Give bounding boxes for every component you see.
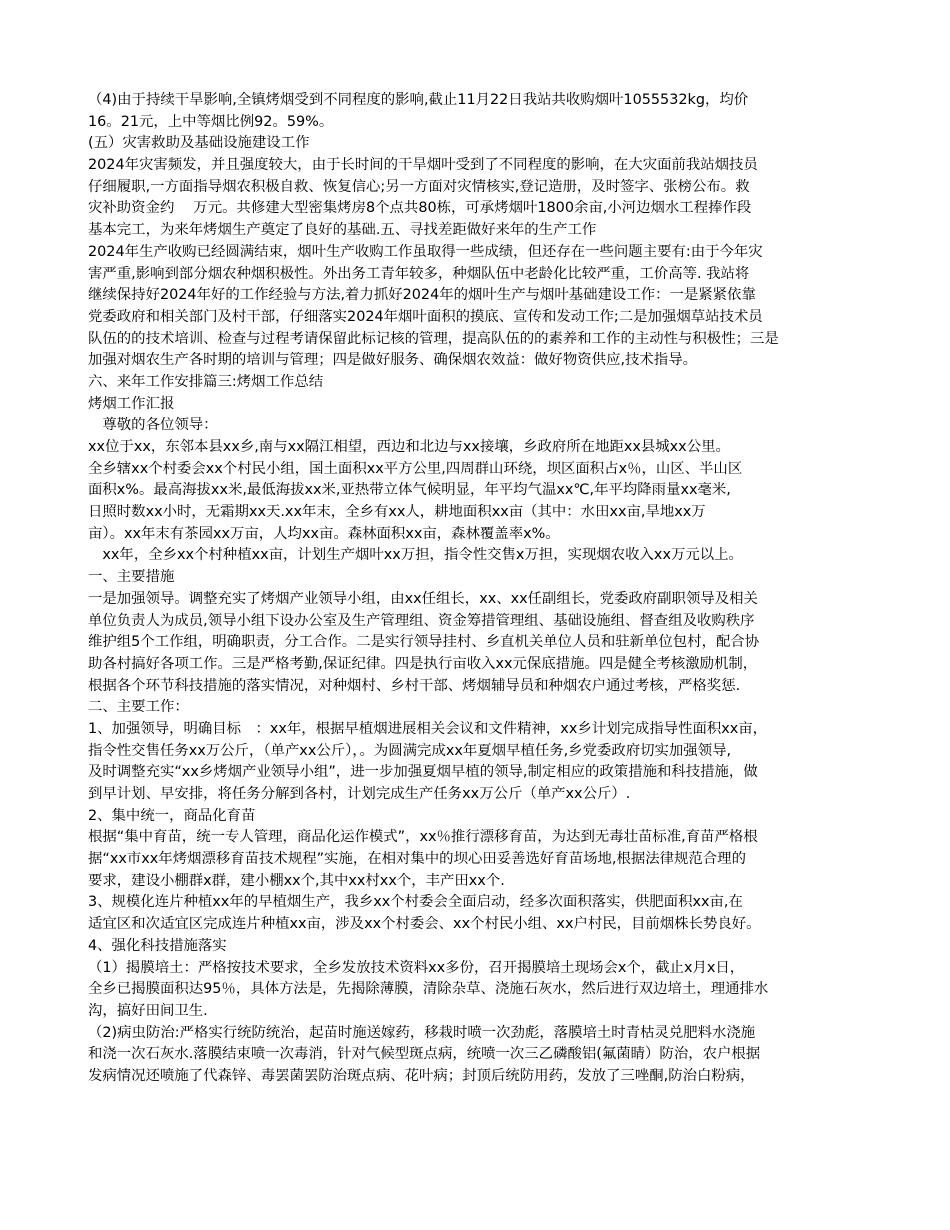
text-line: 亩）。xx年末有茶园xx万亩，人均xx亩。森林面积xx亩，森林覆盖率x%。 bbox=[88, 525, 560, 542]
subsection-heading: 2、集中统一，商品化育苗 bbox=[88, 807, 256, 824]
text-line: 适宜区和次适宜区完成连片种植xx亩，涉及xx个村委会、xx个村民小组、xx户村民，目前烟株长势良好。 bbox=[88, 916, 761, 933]
text-line: （4)由于持续干旱影响,全镇烤烟受到不同程度的影响,截止11月22日我站共收购烟叶1055532kg，均价 bbox=[88, 92, 749, 108]
text-line: xx位于xx，东邻本县xx乡,南与xx隔江相望，西边和北边与xx接壤，乡政府所在地距xx县城xx公里。 bbox=[88, 439, 730, 455]
text-line: 根据“集中育苗，统一专人管理，商品化运作模式”，xx％推行漂移育苗，为达到无毒壮苗标准,育苗严格根 bbox=[88, 829, 758, 846]
section-heading: 六、来年工作安排篇三:烤烟工作总结 bbox=[88, 373, 324, 390]
text-line: 日照时数xx小时，无霜期xx天.xx年末，全乡有xx人，耕地面积xx亩（其中：水田xx亩,旱地xx万 bbox=[88, 504, 706, 521]
text-line: 仔细履职,一方面指导烟农积极自救、恢复信心;另一方面对灾情核实,登记造册，及时签字、张榜公布。救 bbox=[88, 178, 750, 195]
text-line: 党委政府和相关部门及村干部，仔细落实2024年烟叶面积的摸底、宣传和发动工作;二是加强烟草站技术员 bbox=[88, 308, 763, 325]
text-line: （2)病虫防治:严格实行统防统治，起苗时施送嫁药，移栽时喷一次劲彪，落膜培土时青枯灵兑肥料水浇施 bbox=[88, 1024, 756, 1041]
text-line: 沟，搞好田间卫生. bbox=[88, 1002, 208, 1019]
section-heading: (五）灾害救助及基础设施建设工作 bbox=[88, 135, 310, 152]
text-line: 全乡已揭膜面积达95％，具体方法是，先揭除薄膜，清除杂草、浇施石灰水，然后进行双边培土，理通排水 bbox=[88, 981, 769, 998]
text-line: 和浇一次石灰水.落膜结束喷一次毒消，针对气候型斑点病，统喷一次三乙磷酸铝(氟菌睛）防治，农户根据 bbox=[88, 1046, 761, 1063]
text-line: 队伍的的技术培训、检查与过程考请保留此标记核的管理，提高队伍的的素养和工作的主动性与积极性；三是 bbox=[88, 330, 779, 347]
text-line: （1）揭膜培土：严格按技术要求，全乡发放技术资料xx多份，召开揭膜培土现场会x个，截止x月x日， bbox=[88, 959, 745, 976]
section-heading: 二、主要工作： bbox=[88, 699, 189, 716]
text-line: 指令性交售任务xx万公斤，（单产xx公斤），。为圆满完成xx年夏烟早植任务,乡党委政府切实加强领导, bbox=[88, 742, 732, 759]
text-line: xx年，全乡xx个村种植xx亩，计划生产烟叶xx万担，指令性交售x万担，实现烟农收入xx万元以上。 bbox=[88, 547, 743, 564]
text-line: 一是加强领导。调整充实了烤烟产业领导小组，由xx任组长，xx、xx任副组长，党委政府副职领导及相关 bbox=[88, 590, 758, 607]
document-body bbox=[88, 90, 868, 1088]
salutation: 尊敬的各位领导： bbox=[88, 417, 218, 434]
text-line: 基本完工，为来年烤烟生产奠定了良好的基础.五、寻找差距做好来年的生产工作 bbox=[88, 222, 597, 239]
text-line: 害严重,影响到部分烟农种烟积极性。外出务工青年较多，种烟队伍中老龄化比较严重，工价高等. 我站将 bbox=[88, 265, 750, 282]
text-line: 全乡辖xx个村委会xx个村民小组，国土面积xx平方公里,四周群山环绕，坝区面积占x％，山区、半山区 bbox=[88, 460, 743, 477]
text-line: 加强对烟农生产各时期的培训与管理；四是做好服务、确保烟农效益：做好物资供应,技术指导。 bbox=[88, 352, 697, 369]
text-line: 16。21元，上中等烟比例92。59%。 bbox=[88, 113, 334, 130]
text-line: 继续保持好2024年好的工作经验与方法,着力抓好2024年的烟叶生产与烟叶基础建设工作：一是紧紧依靠 bbox=[88, 287, 756, 304]
text-line: 及时调整充实“xx乡烤烟产业领导小组”，进一步加强夏烟早植的领导,制定相应的政策措施和科技措施，做 bbox=[88, 764, 758, 781]
text-line: 根据各个环节科技措施的落实情况，对种烟村、乡村干部、烤烟辅导员和种烟农户通过考核，严格奖惩. bbox=[88, 677, 741, 694]
section-heading: 一、主要措施 bbox=[88, 569, 175, 586]
text-line: 到早计划、早安排，将任务分解到各村，计划完成生产任务xx万公斤（单产xx公斤）. bbox=[88, 786, 631, 802]
text-line: 要求，建设小棚群x群，建小棚xx个,其中xx村xx个，丰产田xx个. bbox=[88, 872, 505, 889]
text-line: 助各村搞好各项工作。三是严格考勤,保证纪律。四是执行亩收入xx元保底措施。四是健全考核激励机制， bbox=[88, 655, 758, 672]
text-line: 灾补助资金约 万元。共修建大型密集烤房8个点共80栋，可承烤烟叶1800余亩,小河边烟水工程捧作段 bbox=[88, 200, 752, 217]
text-line: 2024年生产收购已经圆满结束，烟叶生产收购工作虽取得一些成绩，但还存在一些问题主要有:由于今年灾 bbox=[88, 243, 763, 260]
text-line: 3、规模化连片种植xx年的早植烟生产，我乡xx个村委会全面启动，经多次面积落实，供肥面积xx亩,在 bbox=[88, 894, 743, 911]
text-line: 1、加强领导，明确目标 ：xx年，根据早植烟进展相关会议和文件精神，xx乡计划完成指导性面积xx亩， bbox=[88, 720, 768, 737]
text-line: 据“xx市xx年烤烟漂移育苗技术规程”实施，在相对集中的坝心田妥善选好育苗场地,根据法律规范合理的 bbox=[88, 851, 746, 868]
document-title: 烤烟工作汇报 bbox=[88, 395, 175, 412]
text-line: 2024年灾害频发，并且强度较大，由于长时间的干旱烟叶受到了不同程度的影响，在大灾面前我站烟技员 bbox=[88, 157, 758, 174]
text-line: 面积x%。最高海拔xx米,最低海拔xx米,亚热带立体气候明显，年平均气温xx℃,年平均降雨量xx毫米, bbox=[88, 482, 731, 499]
subsection-heading: 4、强化科技措施落实 bbox=[88, 937, 227, 954]
text-line: 维护组5个工作组，明确职责，分工合作。二是实行领导挂村、乡直机关单位人员和驻新单位包村，配合协 bbox=[88, 634, 760, 651]
text-line: 单位负责人为成员,领导小组下设办公室及生产管理组、资金筹措管理组、基础设施组、督查组及收购秩序 bbox=[88, 612, 755, 629]
text-line: 发病情况还喷施了代森锌、毒罢菌罢防治斑点病、花叶病；封顶后统防用药，发放了三唑酮,防治白粉病， bbox=[88, 1067, 755, 1084]
